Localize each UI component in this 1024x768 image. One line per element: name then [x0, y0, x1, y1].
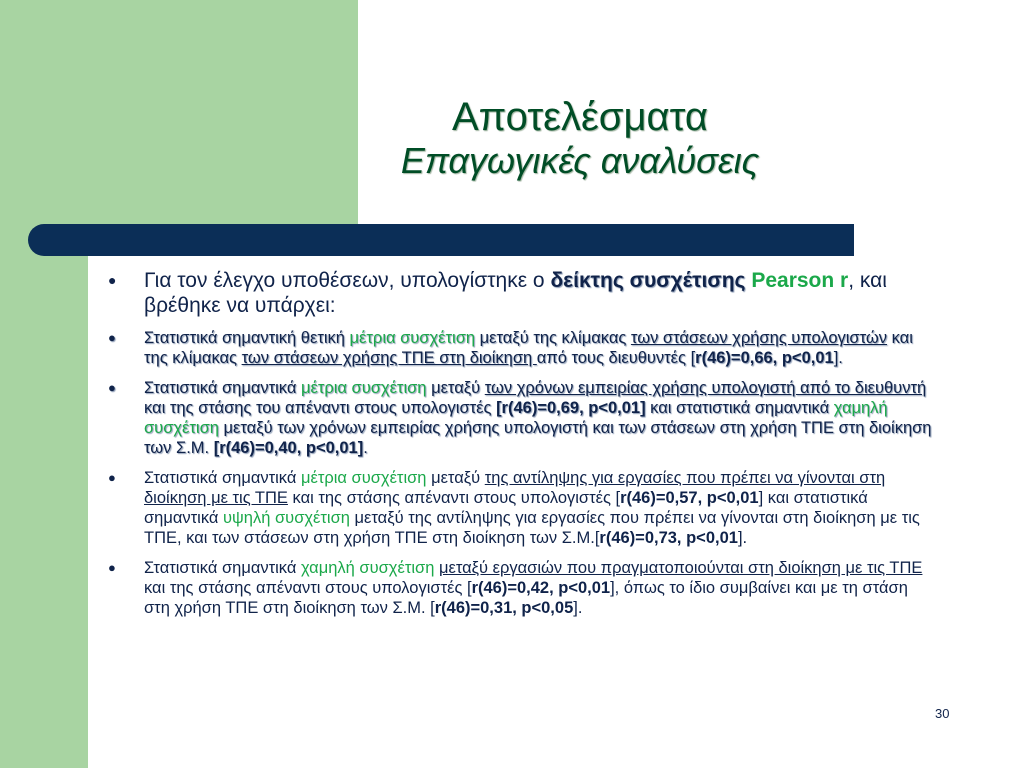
list-item	[108, 268, 938, 318]
text-run: και στατιστικά σημαντικά	[645, 399, 834, 417]
text-run: r(46)=0,66, p<0,01	[695, 349, 834, 367]
text-run: .	[363, 439, 368, 457]
text-run: και της κλίμακας	[144, 329, 913, 367]
text-run: μεταξύ	[426, 379, 485, 397]
text-run: r(46)=0,42, p<0,01	[471, 579, 611, 597]
text-run: των στάσεων χρήσης ΤΠΕ στη διοίκηση	[241, 349, 537, 367]
text-run: μεταξύ	[426, 469, 485, 487]
text-run: των στάσεων χρήσης υπολογιστών	[630, 329, 888, 347]
title-area	[300, 95, 860, 183]
title-divider-bar	[28, 224, 854, 256]
text-run: ] και στατιστικά σημαντικά	[144, 489, 868, 527]
bullet-list	[108, 268, 938, 618]
text-run: [r(46)=0,69, p<0,01]	[496, 399, 646, 417]
text-run: ].	[833, 349, 843, 367]
text-run: μεταξύ των χρόνων εμπειρίας χρήσης υπολογιστή και των στάσεων στη χρήση ΤΠΕ στη διοίκηση των Σ.Μ.	[144, 419, 932, 457]
green-left-strip	[0, 0, 88, 768]
text-run: μεταξύ της αντίληψης για εργασίες που πρέπει να γίνονται στη διοίκηση με τις ΤΠΕ, και των στάσεων στη χρήση ΤΠΕ στη διοίκηση των Σ.Μ.[	[144, 509, 920, 547]
text-run: μεταξύ της κλίμακας	[475, 329, 631, 347]
text-run: των χρόνων εμπειρίας χρήσης υπολογιστή από το διευθυντή	[484, 379, 927, 397]
text-run: ].	[737, 529, 748, 547]
list-item	[108, 328, 938, 368]
text-run: Στατιστικά σημαντικά	[144, 469, 301, 487]
text-run: της αντίληψης για εργασίες που πρέπει να γίνονται στη διοίκηση με τις ΤΠΕ	[144, 469, 886, 507]
text-run: μέτρια συσχέτιση	[300, 469, 427, 487]
text-run: υψηλή συσχέτιση	[223, 509, 350, 527]
text-run: μεταξύ εργασιών που πραγματοποιούνται στη διοίκηση με τις ΤΠΕ	[438, 559, 923, 577]
text-run: ], όπως το ίδιο συμβαίνει και με τη στάση στη χρήση ΤΠΕ στη διοίκηση των Σ.Μ. [	[144, 579, 908, 617]
slide-subtitle: Επαγωγικές αναλύσεις	[400, 140, 760, 181]
text-run: δείκτης συσχέτισης	[550, 269, 746, 292]
text-run: Στατιστικά σημαντικά	[144, 559, 301, 577]
text-run: από τους διευθυντές [	[536, 349, 696, 367]
list-item	[108, 558, 938, 618]
text-run: χαμηλή συσχέτιση	[300, 559, 435, 577]
text-run: Στατιστικά σημαντική θετική	[144, 329, 350, 347]
text-run: και της στάσης του απέναντι στους υπολογιστές	[144, 399, 497, 417]
text-run: r(46)=0,31, p<0,05	[434, 599, 574, 617]
bullet-icon: ●	[108, 560, 116, 575]
text-run: Στατιστικά σημαντικά	[144, 379, 301, 397]
text-run: , και βρέθηκε να υπάρχει:	[144, 269, 887, 317]
page-number: 30	[935, 706, 950, 721]
bullet-icon: ●	[108, 470, 116, 485]
text-run: μέτρια συσχέτιση	[349, 329, 476, 347]
text-run: ].	[573, 599, 583, 617]
text-run: και της στάσης απέναντι στους υπολογιστές [	[144, 579, 472, 597]
text-run: χαμηλή συσχέτιση	[144, 399, 888, 437]
text-run: μέτρια συσχέτιση	[300, 379, 427, 397]
text-run: [r(46)=0,40, p<0,01]	[213, 439, 364, 457]
text-run: Για τον έλεγχο υποθέσεων, υπολογίστηκε ο	[144, 269, 551, 292]
bullet-icon: ●	[108, 272, 117, 288]
slide-title: Αποτελέσματα	[451, 95, 709, 139]
text-run: r(46)=0,73, p<0,01	[599, 529, 738, 547]
slide-content	[108, 268, 938, 628]
bullet-icon: ●	[108, 380, 116, 395]
text-run: Pearson r	[751, 269, 849, 292]
bullet-icon: ●	[108, 330, 116, 345]
text-run: r(46)=0,57, p<0,01	[620, 489, 759, 507]
list-item	[108, 468, 938, 548]
text-run: και της στάσης απέναντι στους υπολογιστές [	[287, 489, 621, 507]
list-item	[108, 378, 938, 458]
